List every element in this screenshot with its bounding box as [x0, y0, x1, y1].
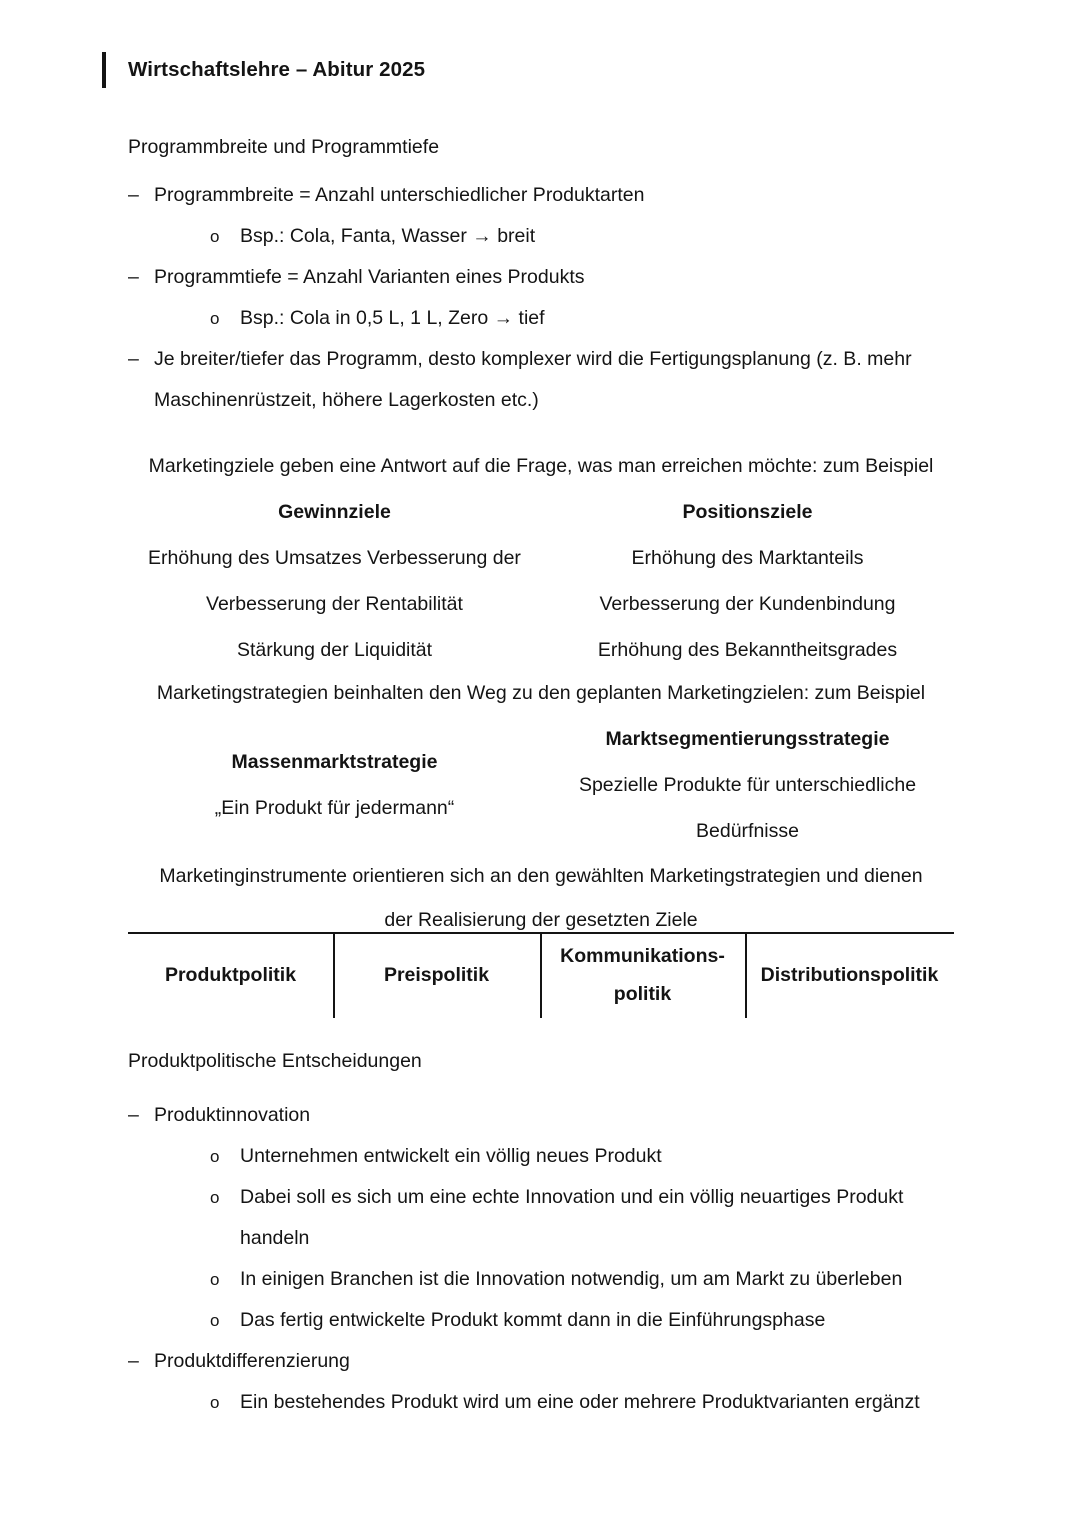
list-item	[154, 1382, 954, 1423]
circle-bullet-icon: o	[210, 1311, 220, 1330]
section2-heading-block	[128, 1041, 954, 1081]
table-row	[128, 581, 954, 627]
instrument-cell-kommunikationspolitik-line1: Kommunikations-	[560, 945, 725, 967]
marketinginstrumente-intro-line1: Marketinginstrumente orientieren sich an den gewählten Marketingstrategien und dienen	[159, 865, 923, 887]
section2-bullet-list	[128, 1095, 954, 1423]
list-item-label: Produktinnovation	[154, 1104, 311, 1126]
marketingziele-intro: Marketingziele geben eine Antwort auf die Frage, was man erreichen möchte: zum Beispiel	[148, 455, 934, 477]
bullet-list-level2	[154, 1136, 954, 1341]
table-row-intro	[128, 670, 954, 716]
instrument-cell-distributionspolitik: Distributionspolitik	[760, 963, 939, 986]
massenmarktstrategie-line: „Ein Produkt für jedermann“	[214, 797, 455, 819]
document-title-row	[0, 52, 1080, 88]
bullet-list-level1	[128, 175, 954, 421]
table-row	[128, 535, 954, 581]
marktsegmentierungsstrategie-line: Bedürfnisse	[696, 820, 799, 842]
column-header-positionsziele: Positionsziele	[682, 501, 813, 523]
list-item-label: Produktdifferenzierung	[154, 1350, 350, 1372]
section1-heading-block	[128, 127, 954, 167]
table-cell: Erhöhung des Marktanteils	[631, 547, 864, 569]
table-cell: Verbesserung der Rentabilität	[206, 593, 463, 615]
list-item	[154, 1300, 954, 1341]
massenmarktstrategie-cell	[128, 716, 541, 854]
list-item-label: Dabei soll es sich um eine echte Innovation und ein völlig neuartiges Produkt handeln	[240, 1186, 904, 1249]
marktsegmentierungsstrategie-line: Spezielle Produkte für unterschiedliche	[578, 774, 917, 796]
marketinginstrumente-intro-block	[128, 854, 954, 942]
bullet-list-level2	[154, 298, 954, 339]
massenmarktstrategie-header: Massenmarktstrategie	[231, 751, 438, 773]
title-accent-bar	[102, 52, 106, 88]
list-item	[154, 298, 954, 339]
list-item-label: Je breiter/tiefer das Programm, desto komplexer wird die Fertigungsplanung (z. B. mehr Maschinenrüstzeit, höhere Lagerkosten etc.)	[154, 348, 912, 411]
bullet-list-level2	[154, 1382, 954, 1423]
list-item	[128, 1095, 954, 1341]
circle-bullet-icon: o	[210, 1188, 220, 1207]
list-item-label: Programmbreite = Anzahl unterschiedlicher Produktarten	[154, 184, 645, 206]
marketinginstrumente-intro-line2: der Realisierung der gesetzten Ziele	[384, 909, 698, 931]
list-item-label: Das fertig entwickelte Produkt kommt dann in die Einführungsphase	[240, 1309, 826, 1331]
table-row-intro	[128, 443, 954, 489]
table-row	[128, 627, 954, 673]
table-row	[128, 716, 954, 854]
marketingziele-table	[128, 443, 954, 673]
instrument-cell-kommunikationspolitik-line2: politik	[613, 983, 672, 1005]
list-item	[128, 1341, 954, 1423]
list-item	[154, 1177, 954, 1259]
list-item	[154, 1136, 954, 1177]
marktsegmentierungsstrategie-header: Marktsegmentierungsstrategie	[605, 728, 890, 750]
dash-bullet-icon: –	[128, 266, 139, 288]
dash-bullet-icon: –	[128, 348, 139, 370]
marktsegmentierungsstrategie-cell	[541, 716, 954, 854]
list-item-label: Bsp.: Cola in 0,5 L, 1 L, Zero → tief	[240, 307, 545, 329]
marketingstrategien-table	[128, 670, 954, 854]
table-cell: Erhöhung des Umsatzes Verbesserung der	[148, 547, 521, 569]
page-title: Wirtschaftslehre – Abitur 2025	[128, 58, 426, 81]
instrument-cell-produktpolitik: Produktpolitik	[164, 963, 297, 986]
bullet-list-level2	[154, 216, 954, 257]
list-item-label: Programmtiefe = Anzahl Varianten eines Produkts	[154, 266, 585, 288]
circle-bullet-icon: o	[210, 1393, 220, 1412]
list-item-label: In einigen Branchen ist die Innovation notwendig, um am Markt zu überleben	[240, 1268, 903, 1290]
section1-bullet-list	[128, 175, 954, 421]
section2-heading: Produktpolitische Entscheidungen	[128, 1050, 422, 1072]
instrument-cell-preispolitik: Preispolitik	[383, 963, 490, 986]
circle-bullet-icon: o	[210, 1270, 220, 1289]
circle-bullet-icon: o	[210, 1147, 220, 1166]
table-cell: Stärkung der Liquidität	[236, 639, 433, 661]
instrument-cell-kommunikationspolitik	[540, 932, 745, 1018]
dash-bullet-icon: –	[128, 1350, 139, 1372]
table-row-header	[128, 489, 954, 535]
table-cell: Erhöhung des Bekanntheitsgrades	[597, 639, 898, 661]
list-item-label: Bsp.: Cola, Fanta, Wasser → breit	[240, 225, 536, 247]
column-header-gewinnziele: Gewinnziele	[278, 501, 391, 523]
table-cell: Verbesserung der Kundenbindung	[599, 593, 896, 615]
bullet-list-level1	[128, 1095, 954, 1423]
circle-bullet-icon: o	[210, 227, 220, 246]
marketingstrategien-intro: Marketingstrategien beinhalten den Weg zu den geplanten Marketingzielen: zum Beispiel	[156, 682, 926, 704]
list-item	[128, 175, 954, 257]
list-item	[154, 1259, 954, 1300]
dash-bullet-icon: –	[128, 184, 139, 206]
circle-bullet-icon: o	[210, 309, 220, 328]
dash-bullet-icon: –	[128, 1104, 139, 1126]
list-item-label: Ein bestehendes Produkt wird um eine oder mehrere Produktvarianten ergänzt	[240, 1391, 920, 1413]
section1-heading: Programmbreite und Programmtiefe	[128, 136, 440, 158]
list-item	[154, 216, 954, 257]
list-item	[128, 339, 954, 421]
list-item-label: Unternehmen entwickelt ein völlig neues Produkt	[240, 1145, 662, 1167]
marketinginstrumente-cells-row	[128, 932, 954, 1018]
list-item	[128, 257, 954, 339]
